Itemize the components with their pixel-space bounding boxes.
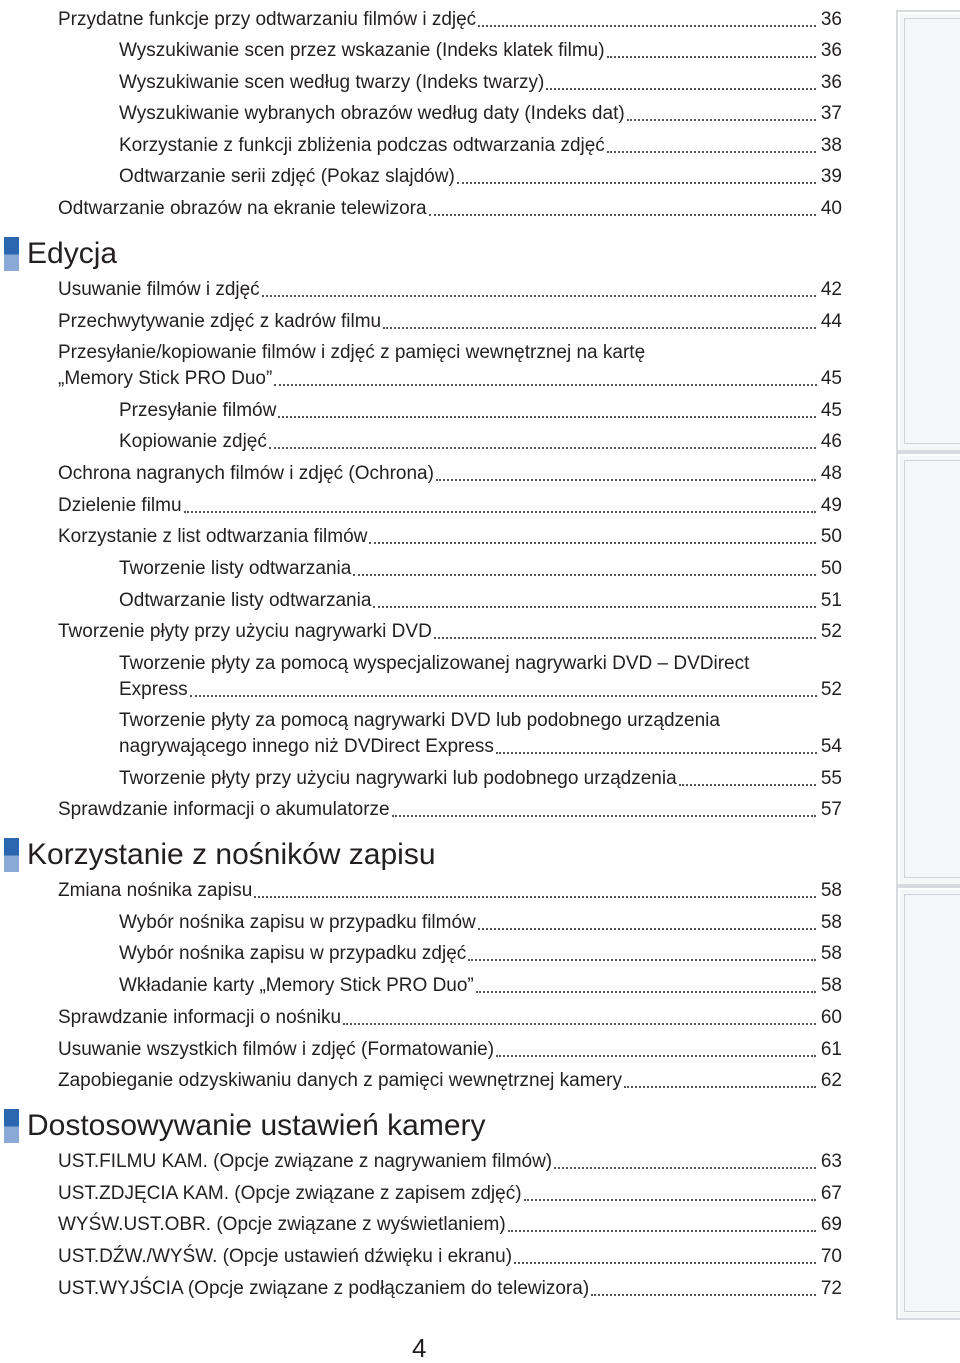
toc-entry-page: 69 <box>820 1214 842 1235</box>
toc-entry-title-line2: Express <box>119 679 188 700</box>
toc-entry[interactable] <box>119 588 842 614</box>
dot-leader <box>278 416 816 418</box>
toc-entry-page: 48 <box>820 463 842 484</box>
toc-entry-title: UST.WYJŚCIA (Opcje związane z podłączaniem do telewizora) <box>58 1278 590 1299</box>
toc-entry-page: 37 <box>820 103 842 124</box>
dot-leader <box>476 991 816 993</box>
dot-leader <box>591 1294 816 1296</box>
toc-entry-page: 58 <box>820 912 842 933</box>
toc-entry[interactable] <box>119 133 842 159</box>
dot-leader <box>478 928 816 930</box>
toc-entry-page: 45 <box>820 368 842 389</box>
dot-leader <box>434 637 816 639</box>
side-tab[interactable] <box>896 886 960 1320</box>
toc-entry[interactable] <box>119 708 842 760</box>
side-tab[interactable] <box>896 10 960 452</box>
section-heading <box>4 236 117 272</box>
dot-leader <box>457 182 816 184</box>
toc-entry-page: 46 <box>820 431 842 452</box>
toc-entry-title: Wyszukiwanie wybranych obrazów według daty (Indeks dat) <box>119 103 625 124</box>
dot-leader <box>254 896 816 898</box>
toc-entry-page: 61 <box>820 1039 842 1060</box>
toc-entry-title: Sprawdzanie informacji o nośniku <box>58 1007 342 1028</box>
section-marker-icon <box>4 1109 19 1143</box>
toc-entry[interactable] <box>119 164 842 190</box>
toc-entry[interactable] <box>58 7 842 33</box>
dot-leader <box>607 151 816 153</box>
toc-entry[interactable] <box>58 309 842 335</box>
toc-entry-page: 62 <box>820 1070 842 1091</box>
toc-entry[interactable] <box>58 619 842 645</box>
dot-leader <box>514 1262 816 1264</box>
toc-entry-title: Przechwytywanie zdjęć z kadrów filmu <box>58 311 382 332</box>
page-number: 4 <box>412 1333 427 1363</box>
side-tab[interactable] <box>896 452 960 886</box>
toc-entry-title: Wkładanie karty „Memory Stick PRO Duo” <box>119 975 474 996</box>
toc-entry-title: Kopiowanie zdjęć <box>119 431 267 452</box>
dot-leader <box>468 959 816 961</box>
toc-entry-title: Tworzenie listy odtwarzania <box>119 558 352 579</box>
toc-entry-page: 50 <box>820 558 842 579</box>
toc-entry[interactable] <box>58 1181 842 1207</box>
toc-entry[interactable] <box>58 461 842 487</box>
toc-entry-title: UST.FILMU KAM. (Opcje związane z nagrywaniem filmów) <box>58 1151 553 1172</box>
toc-entry-page: 39 <box>820 166 842 187</box>
section-title: Edycja <box>27 237 118 270</box>
dot-leader <box>274 384 817 386</box>
dot-leader <box>627 119 816 121</box>
dot-leader <box>496 752 817 754</box>
toc-entry-title: Odtwarzanie serii zdjęć (Pokaz slajdów) <box>119 166 455 187</box>
toc-entry-title: Tworzenie płyty przy użyciu nagrywarki DVD <box>58 621 432 642</box>
toc-entry-title: UST.ZDJĘCIA KAM. (Opcje związane z zapisem zdjęć) <box>58 1183 522 1204</box>
toc-entry-title: Odtwarzanie obrazów na ekranie telewizora <box>58 198 427 219</box>
toc-entry[interactable] <box>119 38 842 64</box>
toc-entry[interactable] <box>58 277 842 303</box>
toc-entry-title: Zmiana nośnika zapisu <box>58 880 253 901</box>
dot-leader <box>392 815 816 817</box>
toc-entry[interactable] <box>119 973 842 999</box>
toc-entry[interactable] <box>58 1005 842 1031</box>
toc-entry-page: 55 <box>820 768 842 789</box>
toc-entry-page: 52 <box>820 621 842 642</box>
toc-entry-page: 54 <box>820 736 842 757</box>
toc-entry-page: 36 <box>820 72 842 93</box>
toc-entry-title: Wyszukiwanie scen według twarzy (Indeks twarzy) <box>119 72 545 93</box>
dot-leader <box>624 1086 816 1088</box>
toc-entry-page: 72 <box>820 1278 842 1299</box>
dot-leader <box>269 447 816 449</box>
dot-leader <box>607 56 816 58</box>
toc-entry-title: Sprawdzanie informacji o akumulatorze <box>58 799 390 820</box>
toc-entry[interactable] <box>58 1244 842 1270</box>
toc-entry-title: Zapobieganie odzyskiwaniu danych z pamięci wewnętrznej kamery <box>58 1070 622 1091</box>
toc-entry[interactable] <box>58 1212 842 1238</box>
toc-entry-title: Wybór nośnika zapisu w przypadku zdjęć <box>119 943 467 964</box>
toc-entry-page: 36 <box>820 40 842 61</box>
dot-leader <box>524 1199 816 1201</box>
toc-entry-title: Wyszukiwanie scen przez wskazanie (Indeks klatek filmu) <box>119 40 605 61</box>
toc-entry[interactable] <box>58 1149 842 1175</box>
toc-entry-title: Dzielenie filmu <box>58 495 182 516</box>
toc-entry[interactable] <box>58 1037 842 1063</box>
dot-leader <box>546 88 816 90</box>
toc-entry[interactable] <box>119 429 842 455</box>
toc-entry[interactable] <box>58 1068 842 1094</box>
toc-entry[interactable] <box>58 340 842 392</box>
dot-leader <box>478 25 816 27</box>
toc-entry-title-line1: Przesyłanie/kopiowanie filmów i zdjęć z pamięci wewnętrznej na kartę <box>58 342 646 363</box>
toc-entry-page: 44 <box>820 311 842 332</box>
toc-entry-title: Ochrona nagranych filmów i zdjęć (Ochrona) <box>58 463 434 484</box>
toc-entry-title-line1: Tworzenie płyty za pomocą wyspecjalizowanej nagrywarki DVD ‒ DVDirect <box>119 653 750 674</box>
dot-leader <box>383 327 816 329</box>
toc-entry-page: 40 <box>820 198 842 219</box>
dot-leader <box>429 214 816 216</box>
toc-entry-title-line1: Tworzenie płyty za pomocą nagrywarki DVD lub podobnego urządzenia <box>119 710 720 731</box>
toc-entry[interactable] <box>119 556 842 582</box>
section-heading <box>4 837 436 873</box>
toc-entry-page: 58 <box>820 880 842 901</box>
toc-entry[interactable] <box>119 910 842 936</box>
toc-entry-title: UST.DŹW./WYŚW. (Opcje ustawień dźwięku i ekranu) <box>58 1246 513 1267</box>
toc-entry[interactable] <box>119 70 842 96</box>
dot-leader <box>508 1230 816 1232</box>
dot-leader <box>190 695 817 697</box>
toc-entry-page: 36 <box>820 9 842 30</box>
toc-entry[interactable] <box>58 1276 842 1302</box>
toc-entry-page: 58 <box>820 943 842 964</box>
section-marker-icon <box>4 237 19 271</box>
toc-entry-title: Odtwarzanie listy odtwarzania <box>119 590 372 611</box>
side-tab-frame <box>904 460 960 878</box>
toc-entry-page: 57 <box>820 799 842 820</box>
toc-entry-page: 49 <box>820 495 842 516</box>
toc-entry-title: Korzystanie z list odtwarzania filmów <box>58 526 368 547</box>
toc-entry-title: Korzystanie z funkcji zbliżenia podczas odtwarzania zdjęć <box>119 135 605 156</box>
section-title: Korzystanie z nośników zapisu <box>27 838 436 871</box>
dot-leader <box>343 1023 816 1025</box>
toc-entry-page: 70 <box>820 1246 842 1267</box>
toc-entry-title-line2: „Memory Stick PRO Duo” <box>58 368 273 389</box>
dot-leader <box>554 1167 816 1169</box>
dot-leader <box>369 542 816 544</box>
side-tab-frame <box>904 894 960 1312</box>
toc-entry-page: 58 <box>820 975 842 996</box>
toc-entry-title: Przesyłanie filmów <box>119 400 277 421</box>
toc-entry-page: 63 <box>820 1151 842 1172</box>
toc-entry[interactable] <box>58 797 842 823</box>
dot-leader <box>373 606 816 608</box>
dot-leader <box>353 574 816 576</box>
toc-entry[interactable] <box>58 878 842 904</box>
dot-leader <box>679 784 816 786</box>
toc-entry-page: 50 <box>820 526 842 547</box>
toc-entry[interactable] <box>58 524 842 550</box>
dot-leader <box>496 1055 816 1057</box>
toc-entry-page: 67 <box>820 1183 842 1204</box>
toc-entry-title: Tworzenie płyty przy użyciu nagrywarki lub podobnego urządzenia <box>119 768 677 789</box>
toc-entry-page: 38 <box>820 135 842 156</box>
toc-entry[interactable] <box>119 651 842 703</box>
toc-entry-title: Wybór nośnika zapisu w przypadku filmów <box>119 912 476 933</box>
toc-entry[interactable] <box>119 101 842 127</box>
toc-entry-title: Usuwanie wszystkich filmów i zdjęć (Formatowanie) <box>58 1039 495 1060</box>
section-title: Dostosowywanie ustawień kamery <box>27 1109 486 1142</box>
dot-leader <box>184 511 816 513</box>
toc-entry-title: Usuwanie filmów i zdjęć <box>58 279 260 300</box>
toc-entry-page: 60 <box>820 1007 842 1028</box>
toc-entry-title: WYŚW.UST.OBR. (Opcje związane z wyświetlaniem) <box>58 1214 506 1235</box>
section-marker-icon <box>4 838 19 872</box>
side-tab-frame <box>904 18 960 444</box>
toc-entry[interactable] <box>119 766 842 792</box>
toc-entry-title: Przydatne funkcje przy odtwarzaniu filmów i zdjęć <box>58 9 477 30</box>
dot-leader <box>262 295 816 297</box>
toc-entry-page: 51 <box>820 590 842 611</box>
toc-entry[interactable] <box>58 196 842 222</box>
toc-entry[interactable] <box>119 941 842 967</box>
section-heading <box>4 1108 486 1144</box>
dot-leader <box>436 479 816 481</box>
toc-entry[interactable] <box>58 493 842 519</box>
toc-entry-page: 42 <box>820 279 842 300</box>
toc-entry-page: 52 <box>820 679 842 700</box>
toc-entry[interactable] <box>119 398 842 424</box>
toc-entry-page: 45 <box>820 400 842 421</box>
toc-entry-title-line2: nagrywającego innego niż DVDirect Express <box>119 736 494 757</box>
